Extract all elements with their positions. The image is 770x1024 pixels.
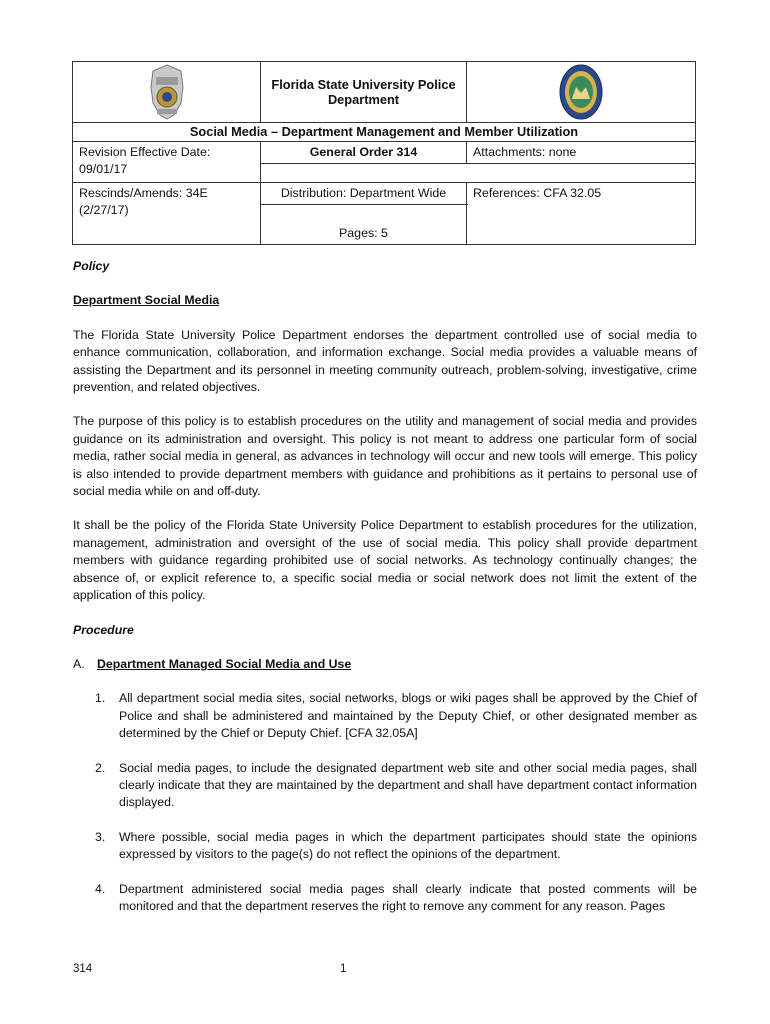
section-a-heading (73, 656, 697, 673)
org-title: Florida State University Police Department (261, 62, 467, 123)
item-number: 1. (95, 691, 106, 706)
item-number: 2. (95, 760, 106, 775)
document-body (73, 258, 697, 932)
distribution: Distribution: Department Wide (261, 183, 467, 205)
item-number: 3. (95, 829, 106, 844)
item-text: Department administered social media pages shall clearly indicate that posted comments will be monitored and that the department reserves the right to remove any comment for any reason. Pages (119, 881, 697, 913)
list-item (73, 829, 697, 864)
revision-date: 09/01/17 (79, 162, 128, 176)
footer-page-number: 1 (340, 963, 347, 975)
footer-order-number: 314 (73, 963, 93, 975)
general-order: General Order 314 (261, 142, 467, 164)
police-badge-icon (147, 63, 187, 121)
item-text: Social media pages, to include the designated department web site and other social media pages, shall clearly indicate that they are maintained by the department and shall have department contact information displayed. (119, 760, 697, 810)
revision-cell (73, 142, 261, 183)
university-seal-icon (558, 63, 604, 121)
dept-social-media-heading: Department Social Media (73, 293, 220, 308)
item-text: All department social media sites, social networks, blogs or wiki pages shall be approved by the Chief of Police and shall be administered and maintained by the Deputy Chief, or other designated member as determined by the Chief or Deputy Chief. [CFA 32.05A] (119, 691, 697, 741)
seal-cell (467, 62, 696, 123)
procedure-heading: Procedure (73, 622, 134, 637)
paragraph-3: It shall be the policy of the Florida State University Police Department to establish procedures for the utilization, management, administration and oversight of the use of social media. This policy shall provide department members with guidance regarding prohibited use of social networks. As technology continually changes; the absence of, or explicit reference to, a specific social media or social network does not limit the extent of the application of this policy. (73, 518, 697, 603)
list-item (73, 690, 697, 742)
section-a-title: Department Managed Social Media and Use (97, 656, 352, 671)
procedure-list (73, 690, 697, 915)
header-table (72, 61, 696, 245)
pages: Pages: 5 (261, 205, 467, 245)
paragraph-2: The purpose of this policy is to establish procedures on the utility and management of social media and provides guidance on its administration and oversight. This policy is not meant to address one particular form of social media, rather social media in general, as advances in technology will occur and new tools will emerge. This policy is also intended to provide department members with guidance and prohibitions as it pertains to personal use of social media while on and off-duty. (73, 414, 697, 499)
list-item (73, 881, 697, 916)
item-number: 4. (95, 881, 106, 896)
subject-title: Social Media – Department Management and Member Utilization (73, 123, 696, 142)
list-item (73, 760, 697, 812)
section-a-letter: A. (73, 656, 85, 671)
rescinds-date: (2/27/17) (79, 203, 129, 217)
badge-cell (73, 62, 261, 123)
revision-label: Revision Effective Date: (79, 145, 211, 159)
paragraph-1: The Florida State University Police Department endorses the department controlled use of social media to enhance communication, collaboration, and information exchange. Social media provides a valuable means of assisting the Department and its personnel in meeting community outreach, problem-solving, investigative, crime prevention, and related objectives. (73, 327, 697, 395)
attachments: Attachments: none (467, 142, 696, 164)
rescinds-label: Rescinds/Amends: 34E (79, 186, 208, 200)
spacer (261, 164, 696, 183)
rescinds-cell (73, 183, 261, 245)
item-text: Where possible, social media pages in which the department participates should state the opinions expressed by visitors to the page(s) do not reflect the opinions of the department. (119, 829, 697, 862)
policy-heading: Policy (73, 259, 110, 273)
references: References: CFA 32.05 (467, 183, 696, 245)
